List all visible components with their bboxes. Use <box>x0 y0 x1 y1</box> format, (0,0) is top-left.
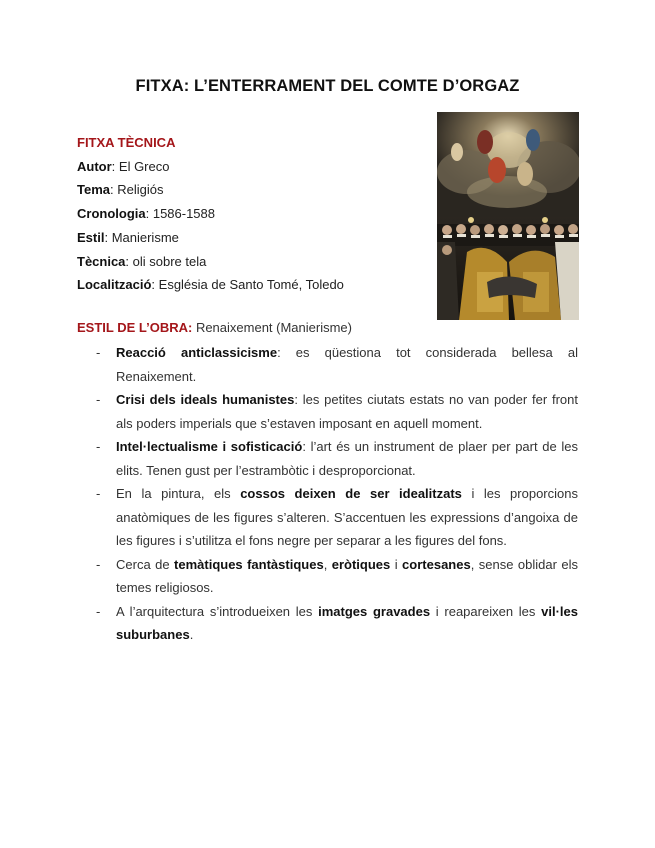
tech-label: Cronologia <box>77 206 146 222</box>
bullet-mid: , <box>323 556 332 572</box>
style-heading-line <box>77 318 352 338</box>
style-bullet-list <box>77 341 578 647</box>
tech-label: Localització <box>77 277 152 293</box>
bullet-bold: temàtiques fantàstiques <box>174 556 324 572</box>
bullet-bold: eròtiques <box>331 556 391 572</box>
tech-row-style <box>77 226 407 250</box>
tech-value: : El Greco <box>111 158 170 174</box>
bullet-bold: cossos deixen de ser idealitzats <box>240 486 462 501</box>
tech-row-location <box>77 273 407 297</box>
document-title: FITXA: L’ENTERRAMENT DEL COMTE D’ORGAZ <box>135 77 520 95</box>
tech-value: : Manierisme <box>104 229 179 245</box>
list-item <box>77 553 578 600</box>
bullet-bold: Crisi dels ideals humanistes <box>116 392 295 407</box>
bullet-dash: - <box>96 556 101 572</box>
bullet-text: , sense oblidar els temes religiosos. <box>116 556 578 595</box>
tech-value: : Església de Santo Tomé, Toledo <box>151 277 344 293</box>
bullet-bold: Reacció anticlassicisme <box>116 345 278 360</box>
bullet-text: : es qüestiona tot considerada bellesa al Renaixement. <box>116 345 578 384</box>
bullet-dash: - <box>96 392 101 407</box>
bullet-dash: - <box>96 486 101 501</box>
list-item <box>77 600 578 647</box>
style-subtitle: Renaixement (Manierisme) <box>192 320 352 335</box>
bullet-text: i les proporcions anatòmiques de les figures s’alteren. S’accentuen les expressions d’angoixa de les figures i s’utilitza el fons negre per separar a les figures del fons. <box>116 486 578 548</box>
bullet-bold: vil·les suburbanes <box>116 603 578 642</box>
painting-image <box>437 112 579 320</box>
bullet-dash: - <box>96 439 101 454</box>
bullet-text: : les petites ciutats estats no van poder fer front als poders imperials que s’estaven imposant en aquell moment. <box>116 392 578 431</box>
bullet-pre: En la pintura, els <box>116 486 241 501</box>
bullet-text: : l’art és un instrument de plaer per part de les elits. Tenen gust per l’estrambòtic i desproporcionat. <box>116 439 578 478</box>
tech-row-chronology <box>77 202 407 226</box>
tech-row-technique <box>77 250 407 274</box>
tech-value: : oli sobre tela <box>125 253 207 269</box>
bullet-mid: i <box>390 556 403 572</box>
bullet-mid: i reapareixen les <box>430 603 542 619</box>
style-heading: ESTIL DE L’OBRA: <box>77 320 193 335</box>
tech-label: Tècnica <box>77 253 126 269</box>
bullet-text: . <box>189 627 194 642</box>
tech-label: Estil <box>77 229 105 245</box>
bullet-bold: imatges gravades <box>318 603 431 619</box>
technical-heading: FITXA TÈCNICA <box>77 135 176 150</box>
tech-value: : 1586-1588 <box>145 206 216 222</box>
tech-label: Autor <box>77 158 112 174</box>
list-item <box>77 482 578 553</box>
bullet-dash: - <box>96 345 101 360</box>
bullet-pre: A l’arquitectura s’introdueixen les <box>116 603 319 619</box>
tech-value: : Religiós <box>110 182 164 198</box>
tech-row-author <box>77 155 407 179</box>
list-item <box>77 341 578 388</box>
bullet-pre: Cerca de <box>116 556 175 572</box>
bullet-bold: cortesanes <box>402 556 471 572</box>
technical-sheet <box>77 131 407 297</box>
tech-row-theme <box>77 178 407 202</box>
list-item <box>77 435 578 482</box>
tech-label: Tema <box>77 182 110 198</box>
list-item <box>77 388 578 435</box>
bullet-dash: - <box>96 603 101 619</box>
bullet-bold: Intel·lectualisme i sofisticació <box>116 439 303 454</box>
